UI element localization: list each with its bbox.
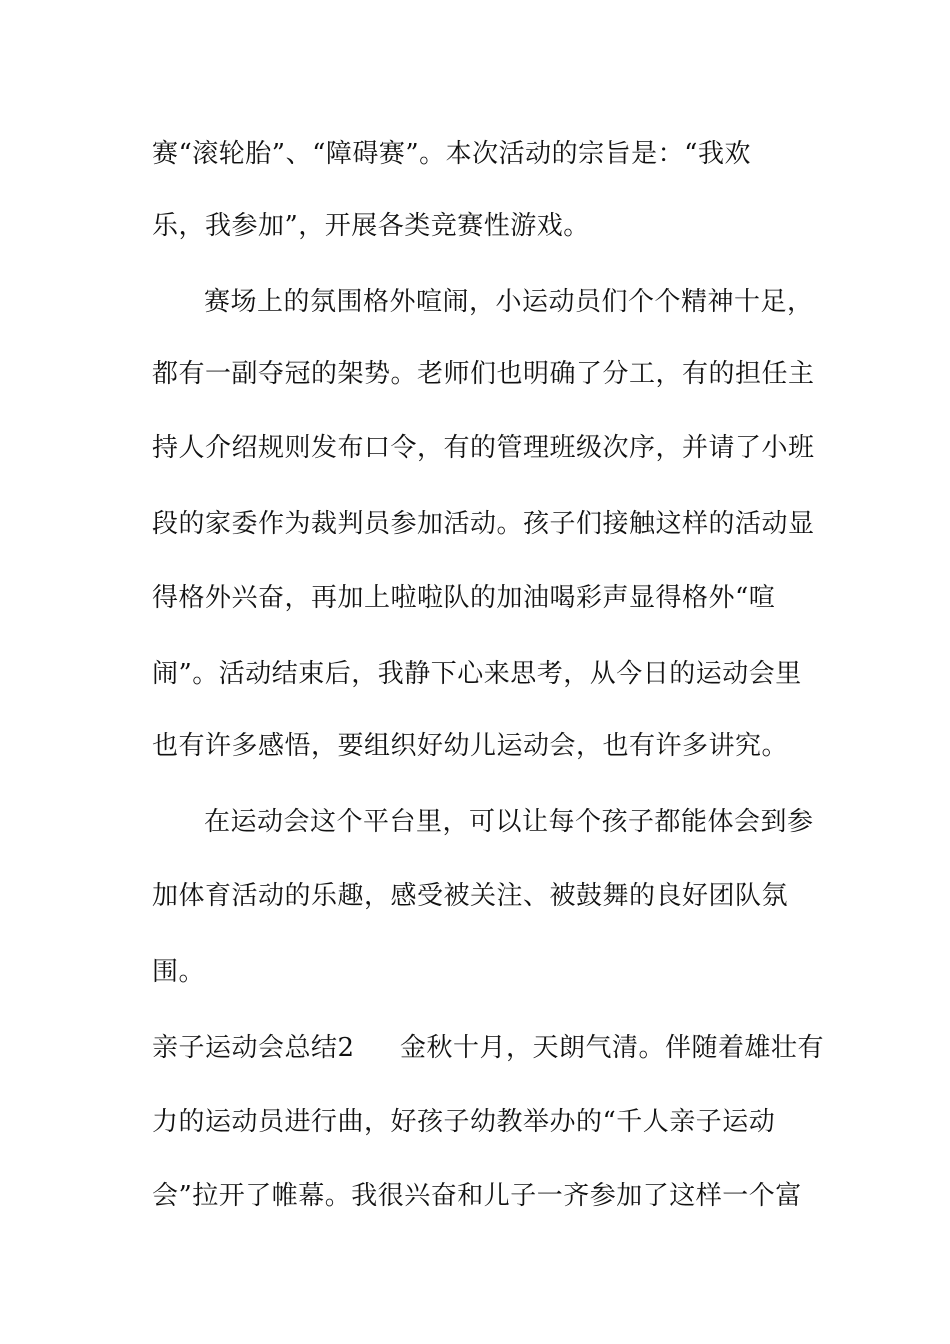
- text-line: 围。: [152, 957, 206, 987]
- text-line: 得格外兴奋，再加上啦啦队的加油喝彩声显得格外“喧: [152, 583, 776, 613]
- text-line: 段的家委作为裁判员参加活动。孩子们接触这样的活动显: [152, 509, 815, 539]
- text-line: 会”拉开了帷幕。我很兴奋和儿子一齐参加了这样一个富: [152, 1181, 802, 1211]
- text-line: 力的运动员进行曲，好孩子幼教举办的“千人亲子运动: [152, 1107, 776, 1137]
- text-line: 闹”。活动结束后，我静下心来思考，从今日的运动会里: [152, 659, 802, 689]
- section-first-line: 金秋十月，天朗气清。伴随着雄壮有: [400, 1033, 825, 1063]
- text-line: 都有一副夺冠的架势。老师们也明确了分工，有的担任主: [152, 359, 815, 389]
- paragraph-start-line: 赛场上的氛围格外喧闹，小运动员们个个精神十足，: [204, 287, 814, 317]
- text-line: 乐，我参加”，开展各类竞赛性游戏。: [152, 211, 590, 241]
- text-line: 赛“滚轮胎”、“障碍赛”。本次活动的宗旨是：“我欢: [152, 139, 751, 169]
- text-line: 加体育活动的乐趣，感受被关注、被鼓舞的良好团队氛: [152, 881, 789, 911]
- paragraph-start-line: 在运动会这个平台里，可以让每个孩子都能体会到参: [204, 807, 814, 837]
- text-line: 持人介绍规则发布口令，有的管理班级次序，并请了小班: [152, 433, 815, 463]
- text-line: 也有许多感悟，要组织好幼儿运动会，也有许多讲究。: [152, 731, 789, 761]
- section-heading: 亲子运动会总结2: [152, 1033, 355, 1063]
